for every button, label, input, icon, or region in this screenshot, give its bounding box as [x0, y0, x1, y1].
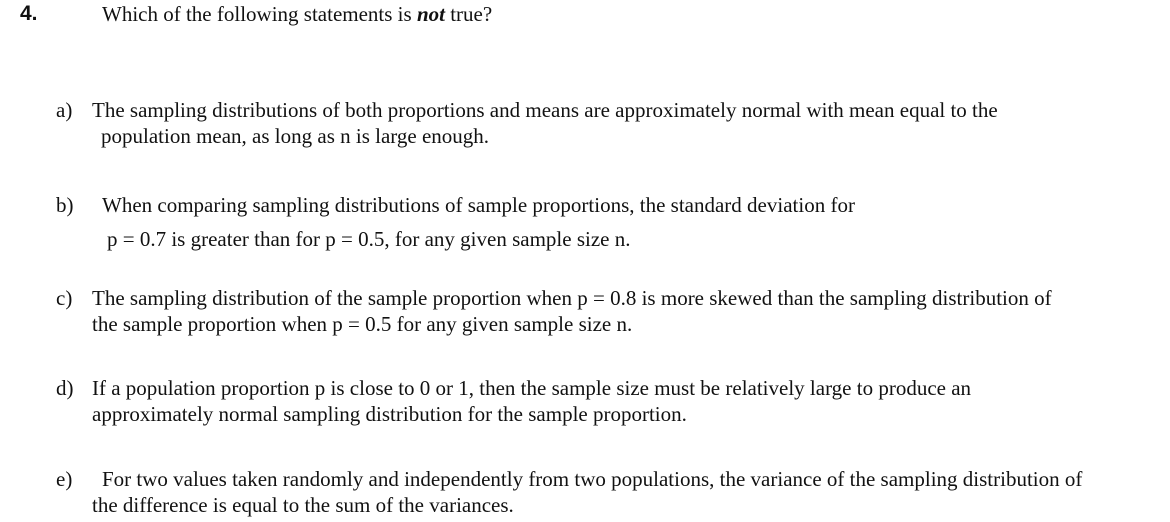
- option-e[interactable]: [56, 466, 1156, 522]
- option-text: [92, 285, 1052, 337]
- option-c[interactable]: [56, 285, 1156, 341]
- option-text-line: the difference is equal to the sum of the variances.: [92, 493, 514, 517]
- option-letter: b): [56, 193, 74, 217]
- option-letter: d): [56, 376, 74, 400]
- option-letter: a): [56, 98, 73, 122]
- option-text-line: p = 0.7 is greater than for p = 0.5, for any given sample size n.: [107, 227, 631, 251]
- option-text: [92, 97, 998, 149]
- option-text: [92, 375, 971, 427]
- question-stem-after: true?: [444, 2, 493, 26]
- option-text-line: For two values taken randomly and independently from two populations, the variance of the sampling distribution of: [102, 467, 1083, 491]
- option-text-line: The sampling distributions of both proportions and means are approximately normal with mean equal to the: [92, 98, 998, 122]
- option-letter: c): [56, 286, 73, 310]
- option-d[interactable]: [56, 375, 1146, 431]
- question-number: 4.: [20, 2, 38, 25]
- option-a[interactable]: [56, 97, 1146, 153]
- question-stem-emphasis: not: [416, 2, 445, 26]
- option-b[interactable]: [56, 188, 1146, 254]
- option-text: [102, 188, 855, 256]
- question-stem-before: Which of the following statements is: [102, 2, 417, 26]
- option-text-line: the sample proportion when p = 0.5 for any given sample size n.: [92, 312, 633, 336]
- option-letter: e): [56, 467, 73, 491]
- option-text-line: approximately normal sampling distribution for the sample proportion.: [92, 402, 687, 426]
- option-text-line: The sampling distribution of the sample proportion when p = 0.8 is more skewed than the sampling distribution of: [92, 286, 1052, 310]
- option-text-line: When comparing sampling distributions of sample proportions, the standard deviation for: [102, 193, 855, 217]
- option-text-line: population mean, as long as n is large enough.: [101, 124, 490, 148]
- option-text: [92, 466, 1082, 518]
- question-stem: [102, 2, 492, 27]
- option-text-line: If a population proportion p is close to 0 or 1, then the sample size must be relatively large to produce an: [92, 376, 972, 400]
